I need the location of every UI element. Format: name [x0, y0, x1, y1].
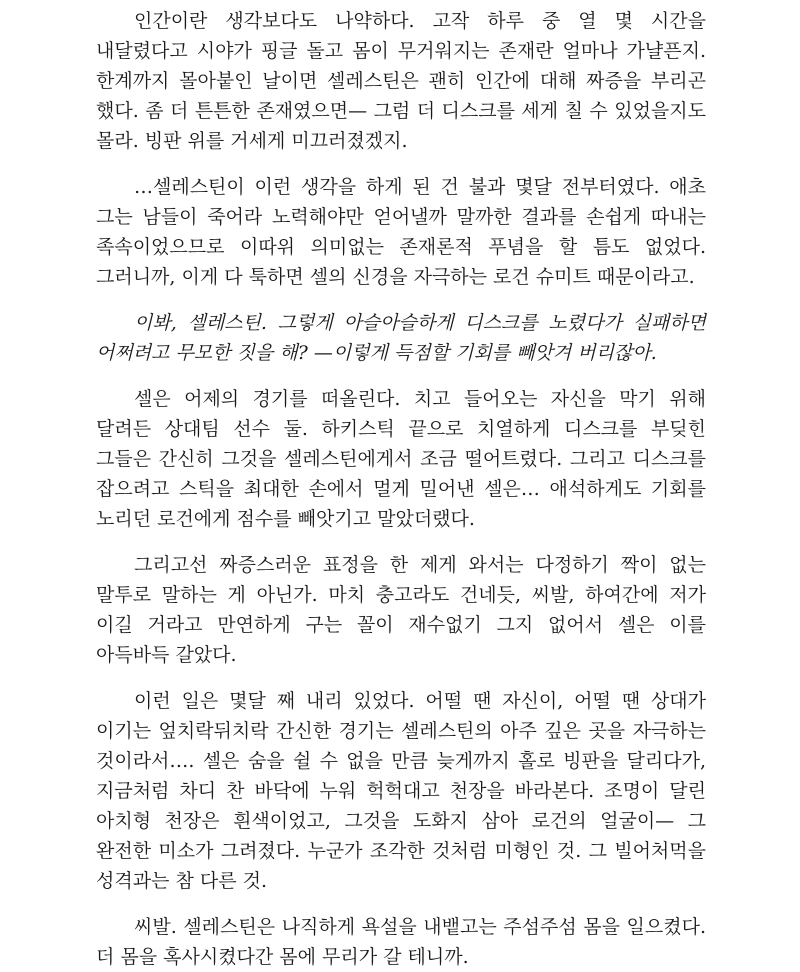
paragraph-3-italic-quote: 이봐, 셀레스틴. 그렇게 아슬아슬하게 디스크를 노렸다가 실패하면 어쩌려고 무모한 짓을 해? —이렇게 득점할 기회를 빼앗겨 버리잖아.	[96, 312, 706, 364]
paragraph-2: …셀레스틴이 이런 생각을 하게 된 건 불과 몇달 전부터였다. 애초 그는 남들이 죽어라 노력해야만 얻어낼까 말까한 결과를 손쉽게 따내는 족속이었으므로 이따위 의미없는 존재론적 푸념을 할 틈도 없었다. 그러니까, 이게 다 툭하면 셀의 신경을 자극하는 로건 슈미트 때문이라고.	[96, 176, 706, 288]
paragraph-6: 이런 일은 몇달 째 내리 있었다. 어떨 땐 자신이, 어떨 땐 상대가 이기는 엎치락뒤치락 간신한 경기는 셀레스틴의 아주 깊은 곳을 자극하는 것이라서…. 셀은 숨을 쉴 수 없을 만큼 늦게까지 홀로 빙판을 달리다가, 지금처럼 차디 찬 바닥에 누워 헉헉대고 천장을 바라본다. 조명이 달린 아치형 천장은 흰색이었고, 그것을 도화지 삼아 로건의 얼굴이— 그 완전한 미소가 그려졌다. 누군가 조각한 것처럼 미형인 것. 그 빌어처먹을 성격과는 참 다른 것.	[96, 690, 706, 892]
document-page	[96, 6, 706, 972]
paragraph-1: 인간이란 생각보다도 나약하다. 고작 하루 중 열 몇 시간을 내달렸다고 시야가 핑글 돌고 몸이 무거워지는 존재란 얼마나 가냘픈지. 한계까지 몰아붙인 날이면 셀레스틴은 괜히 인간에 대해 짜증을 부리곤 했다. 좀 더 튼튼한 존재였으면— 그럼 더 디스크를 세게 칠 수 있었을지도 몰라. 빙판 위를 거세게 미끄러졌겠지.	[96, 10, 706, 152]
paragraph-4: 셀은 어제의 경기를 떠올린다. 치고 들어오는 자신을 막기 위해 달려든 상대팀 선수 둘. 하키스틱 끝으로 치열하게 디스크를 부딪힌 그들은 간신히 그것을 셀레스틴에게서 조금 떨어트렸다. 그리고 디스크를 잡으려고 스틱을 최대한 손에서 멀게 밀어낸 셀은… 애석하게도 기회를 노리던 로건에게 점수를 빼앗기고 말았더랬다.	[96, 388, 706, 530]
paragraph-5: 그리고선 짜증스러운 표정을 한 제게 와서는 다정하기 짝이 없는 말투로 말하는 게 아닌가. 마치 충고라도 건네듯, 씨발, 하여간에 저가 이길 거라고 만연하게 구는 꼴이 재수없기 그지 없어서 셀은 이를 아득바득 갈았다.	[96, 554, 706, 666]
paragraph-7: 씨발. 셀레스틴은 나직하게 욕설을 내뱉고는 주섬주섬 몸을 일으켰다. 더 몸을 혹사시켰다간 몸에 무리가 갈 테니까.	[96, 916, 706, 968]
